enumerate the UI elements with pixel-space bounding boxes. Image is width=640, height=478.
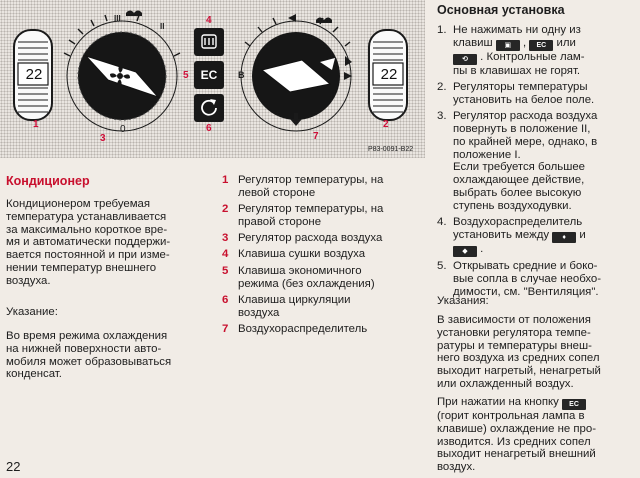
callout-3: 3 bbox=[100, 133, 106, 144]
note-paragraph: Во время режима охлаждения на нижней поверхности авто- мобиля может образовываться конденсат. bbox=[6, 330, 172, 381]
defrost-key-icon: ♦ bbox=[552, 232, 576, 243]
figure-reference-code: P83-0091-B22 bbox=[368, 146, 414, 153]
legend-list bbox=[222, 174, 422, 339]
callout-2: 2 bbox=[383, 119, 389, 130]
legend-item: 4 Клавиша сушки воздуха bbox=[222, 248, 366, 261]
callout-4: 4 bbox=[206, 15, 212, 26]
legend-item: 3 Регулятор расхода воздуха bbox=[222, 232, 383, 245]
notes-paragraph-1: В зависимости от положения установки регулятора темпе- ратуры и температуры внеш- него воздуха из средних сопел выходит нагретый, ненагретый или охлажденный воздух. bbox=[437, 314, 601, 390]
blower-knob bbox=[64, 15, 180, 131]
notes-heading: Указания: bbox=[437, 295, 489, 307]
legend-item: 6 Клавиша циркуляции воздуха bbox=[222, 293, 351, 319]
ec-key-icon: EC bbox=[529, 40, 553, 51]
right-temperature-value: 22 bbox=[380, 66, 398, 83]
blower-stage-label-right: II bbox=[160, 22, 165, 31]
recirculation-key-icon: ⟲ bbox=[453, 54, 477, 65]
legend-item: 2 Регулятор температуры, на правой стороне bbox=[222, 203, 384, 228]
callout-1: 1 bbox=[33, 119, 39, 130]
callout-7: 7 bbox=[313, 131, 319, 142]
distribution-letter: B bbox=[238, 70, 245, 80]
intro-paragraph: Кондиционером требуемая температура устанавливается за максимально короткое вре- мя и автоматически поддержи- вается постоянной и при изме- нении температур внешнего воздуха. bbox=[6, 198, 171, 287]
note-heading: Указание: bbox=[6, 306, 58, 318]
step-1-keys-line: клавиш ▣ , EC или bbox=[453, 36, 576, 49]
step-item: 5. Открывать средние и боко- вые сопла в случае необхо- димости, см. "Вентиляция". bbox=[437, 260, 602, 298]
legend-item: 7 Воздухораспределитель bbox=[222, 322, 368, 335]
rear-defrost-key-icon: ▣ bbox=[496, 40, 520, 51]
step-item: 1. Не нажимать ни одну из клавиш ▣ , EC или ⟲ . Контрольные лам- пы в клавишах не горят. bbox=[437, 24, 637, 78]
notes-paragraph-2: При нажатии на кнопку EC (горит контрольная лампа в клавише) охлаждение не про- изводится. Из средних сопел выходит ненагретый внешний воздух. bbox=[437, 396, 596, 474]
footwell-key-icon: ◆ bbox=[453, 246, 477, 257]
step-item: 3. Регулятор расхода воздуха повернуть в положение II, по крайней мере, однако, в положение I. Если требуется большее охлаждающее действие, выбрать более высокую ступень воздуходувки. bbox=[437, 110, 598, 212]
callout-5: 5 bbox=[183, 70, 189, 81]
ec-button-label: EC bbox=[200, 68, 218, 82]
left-temperature-value: 22 bbox=[25, 66, 43, 83]
climate-panel-figure bbox=[0, 0, 425, 158]
legend-item: 5 Клавиша экономичного режима (без охлаждения) bbox=[222, 264, 375, 290]
page-number: 22 bbox=[6, 459, 21, 474]
section-title-air-conditioner: Кондиционер bbox=[6, 174, 90, 188]
section-title-basic-setting: Основная установка bbox=[437, 3, 565, 17]
legend-item: 1 Регулятор температуры, на левой стороне bbox=[222, 174, 384, 199]
ec-key-icon-2: EC bbox=[562, 399, 586, 410]
steps-list bbox=[437, 24, 637, 302]
blower-off-label: 0 bbox=[120, 124, 126, 135]
step-item: 4. Воздухораспределитель установить между ♦ и ◆ . bbox=[437, 216, 586, 255]
step-item: 2. Регуляторы температуры установить на белое поле. bbox=[437, 81, 595, 106]
blower-stage-label: III bbox=[114, 14, 121, 23]
callout-6: 6 bbox=[206, 123, 212, 134]
